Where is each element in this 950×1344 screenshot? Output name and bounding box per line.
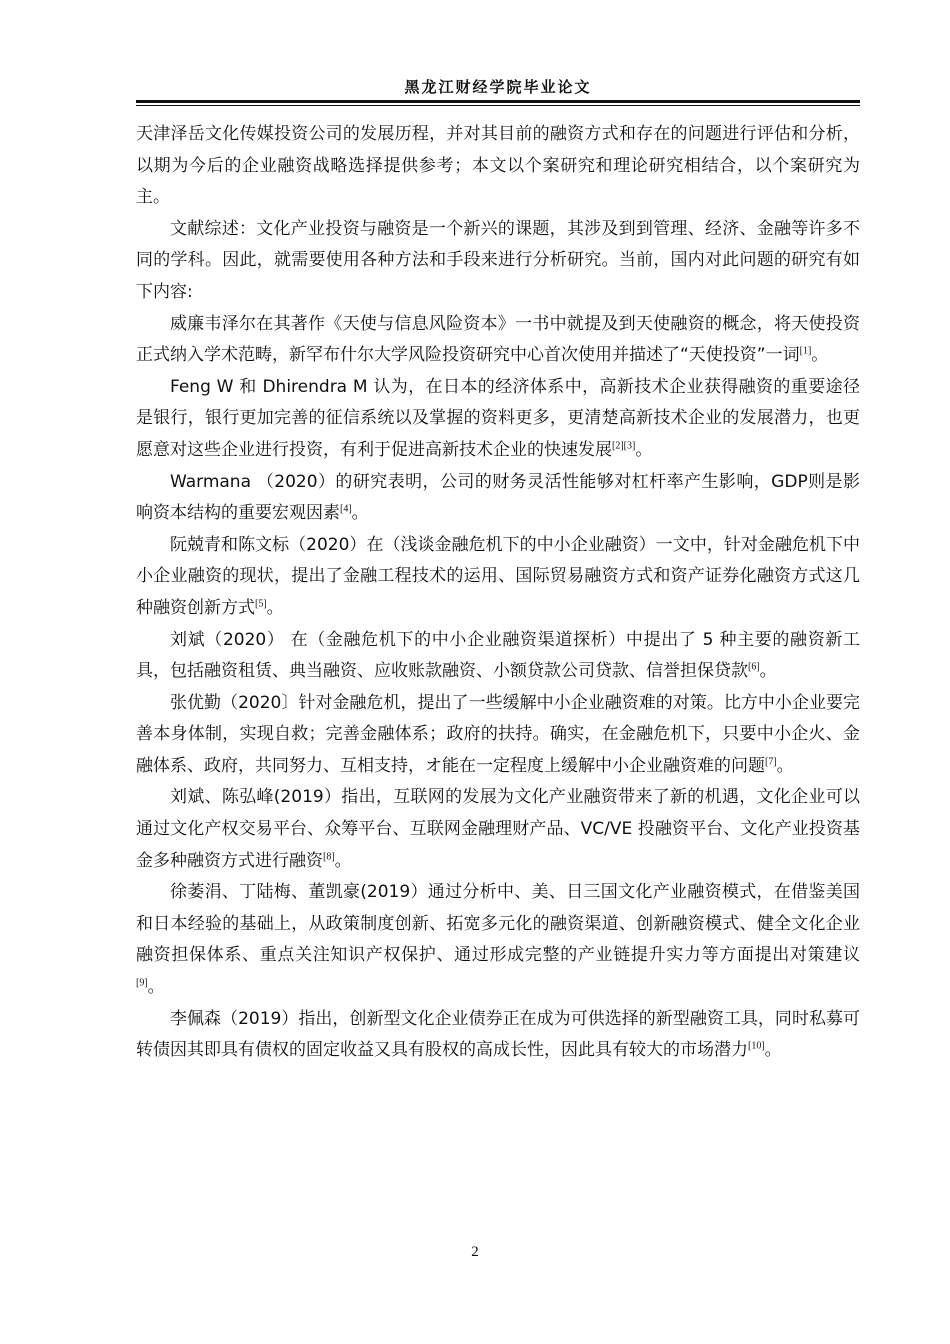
page-number: 2 — [471, 1244, 479, 1260]
paragraph-tail: 。 — [351, 503, 369, 524]
paragraph-tail: 。 — [334, 850, 352, 871]
paragraph-tail: 。 — [776, 755, 794, 776]
paragraph — [136, 467, 860, 530]
citation-marker: [1] — [799, 345, 812, 357]
paragraph — [136, 782, 860, 877]
paragraph — [136, 530, 860, 625]
citation-marker: [6] — [748, 661, 760, 673]
paragraph-text: 刘斌、陈弘峰(2019）指出，互联网的发展为文化产业融资带来了新的机遇，文化企业可以通过文化产权交易平台、众筹平台、互联网金融理财产品、VC/VE 投融资平台、文化产业投资基金多种融资方式进行融资 — [136, 787, 860, 871]
paragraph — [136, 625, 860, 688]
paragraph-text: Feng W 和 Dhirendra M 认为，在日本的经济体系中，高新技术企业获得融资的重要途径是银行，银行更加完善的征信系统以及掌握的资料更多，更清楚高新技术企业的发展潜力，也更愿意对这些企业进行投资，有利于促进高新技术企业的快速发展 — [136, 376, 860, 460]
paragraph-text: 李佩森（2019）指出，创新型文化企业债券正在成为可供选择的新型融资工具，同时私募可转债因其即具有债权的固定收益又具有股权的高成长性，因此具有较大的市场潜力 — [136, 1008, 860, 1061]
paragraph — [136, 1004, 860, 1067]
paragraph-text: 阮兢青和陈文标（2020）在（浅谈金融危机下的中小企业融资）一文中，针对金融危机下中小企业融资的现状，提出了金融工程技术的运用、国际贸易融资方式和资产证券化融资方式这几种融资创新方式 — [136, 534, 860, 618]
header-rule-thin — [136, 105, 860, 106]
paragraph — [136, 372, 860, 467]
paragraph-tail: 。 — [147, 977, 165, 998]
paragraph-text: 张优勤（2020〕针对金融危机，提出了一些缓解中小企业融资难的对策。比方中小企业要完善本身体制，实现自救；完善金融体系；政府的扶持。确实，在金融危机下，只要中小企火、金融体系、政府，共同努力、互相支持，オ能在一定程度上缓解中小企业融资难的问题 — [136, 692, 860, 776]
paragraph-tail: 。 — [811, 345, 829, 366]
paragraph — [136, 877, 860, 1003]
paragraph — [136, 119, 860, 214]
paragraph-text: Warmana （2020）的研究表明，公司的财务灵活性能够对杠杆率产生影响，GDP则是影响资本结构的重要宏观因素 — [136, 471, 860, 524]
paragraph — [136, 309, 860, 372]
citation-marker: [10] — [748, 1040, 765, 1052]
paragraph — [136, 688, 860, 783]
citation-marker: [5] — [255, 598, 267, 610]
paragraph-tail: 。 — [764, 1040, 782, 1061]
paragraph-tail: 。 — [635, 439, 653, 460]
body-text — [136, 119, 860, 1067]
paragraph-text: 文献综述：文化产业投资与融资是一个新兴的课题，其涉及到到管理、经济、金融等许多不同的学科。因此，就需要使用各种方法和手段来进行分析研究。当前，国内对此问题的研究有如下内容: — [136, 218, 860, 302]
paragraph-text: 徐萎涓、丁陆梅、董凯豪(2019）通过分析中、美、日三国文化产业融资模式，在借鉴美国和日本经验的基础上，从政策制度创新、拓宽多元化的融资渠道、创新融资模式、健全文化企业融资担保体系、重点关注知识产权保护、通过形成完整的产业链提升实力等方面提出对策建议 — [136, 882, 860, 966]
citation-marker: [2][3] — [612, 440, 636, 452]
citation-marker: [7] — [765, 756, 777, 768]
paragraph-tail: 。 — [759, 661, 777, 682]
header-rule-thick — [136, 100, 860, 103]
header-title: 黑龙江财经学院毕业论文 — [404, 78, 592, 96]
citation-marker: [8] — [323, 851, 335, 862]
paragraph-text: 威廉韦泽尔在其著作《天使与信息风险资本》一书中就提及到天使融资的概念，将天使投资正式纳入学术范畴，新罕布什尔大学风险投资研究中心首次使用并描述了“天使投资”一词 — [136, 313, 860, 366]
paragraph-tail: 。 — [266, 597, 284, 618]
citation-marker: [4] — [340, 503, 352, 515]
paragraph-text: 刘斌（2020） 在（金融危机下的中小企业融资渠道探析）中提出了 5 种主要的融资新工具，包括融资租赁、典当融资、应收账款融资、小额贷款公司贷款、信誉担保贷款 — [136, 629, 860, 682]
paragraph — [136, 214, 860, 309]
citation-marker: [9] — [136, 977, 148, 989]
paragraph-text: 天津泽岳文化传媒投资公司的发展历程，并对其目前的融资方式和存在的问题进行评估和分析，以期为今后的企业融资战略选择提供参考；本文以个案研究和理论研究相结合，以个案研究为主。 — [136, 124, 860, 208]
